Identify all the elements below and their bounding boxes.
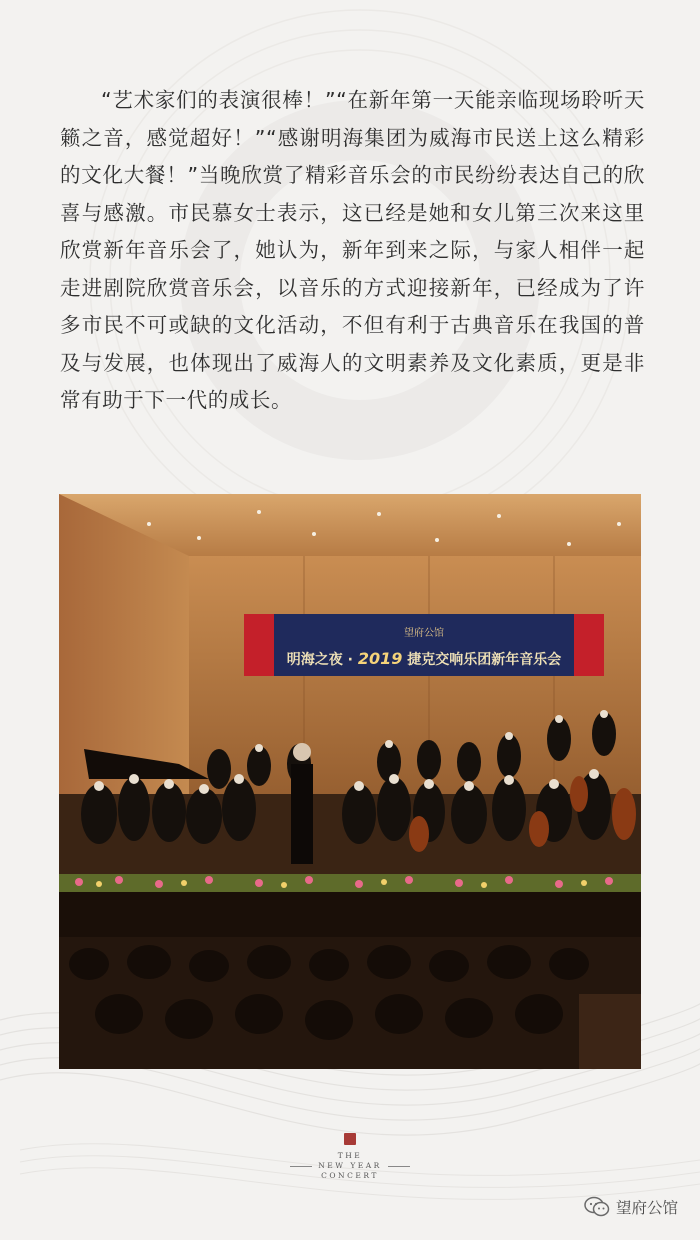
seal-icon <box>344 1133 356 1145</box>
footer-line-2: NEW YEAR <box>318 1161 382 1170</box>
footer-rule-left <box>290 1166 312 1167</box>
banner-logo: 望府公馆 <box>404 628 444 639</box>
banner-title <box>287 649 561 668</box>
article-body <box>60 82 645 420</box>
footer-line-3: CONCERT <box>321 1171 379 1180</box>
footer-line-1: THE <box>337 1151 363 1160</box>
new-year-concert-logo <box>290 1133 410 1181</box>
banner-title-right: 捷克交响乐团新年音乐会 <box>402 652 562 668</box>
concert-photo <box>59 494 641 1069</box>
account-watermark <box>584 1196 678 1218</box>
watermark-label: 望府公馆 <box>615 1199 678 1217</box>
article-paragraph: “艺术家们的表演很棒！”“在新年第一天能亲临现场聆听天籁之音，感觉超好！”“感谢明海集团为威海市民送上这么精彩的文化大餐！”当晚欣赏了精彩音乐会的市民纷纷表达自己的欣喜与感激。市民慕女士表示，这已经是她和女儿第三次来这里欣赏新年音乐会了，她认为，新年到来之际，与家人相伴一起走进剧院欣赏音乐会，以音乐的方式迎接新年，已经成为了许多市民不可或缺的文化活动，不但有利于古典音乐在我国的普及与发展，也体现出了威海人的文明素养及文化素质，更是非常有助于下一代的成长。 <box>60 88 645 412</box>
banner-title-left: 明海之夜 · <box>286 652 358 668</box>
footer-rule-right <box>388 1166 410 1167</box>
wechat-icon <box>584 1196 610 1218</box>
banner-year: 2019 <box>357 649 403 668</box>
